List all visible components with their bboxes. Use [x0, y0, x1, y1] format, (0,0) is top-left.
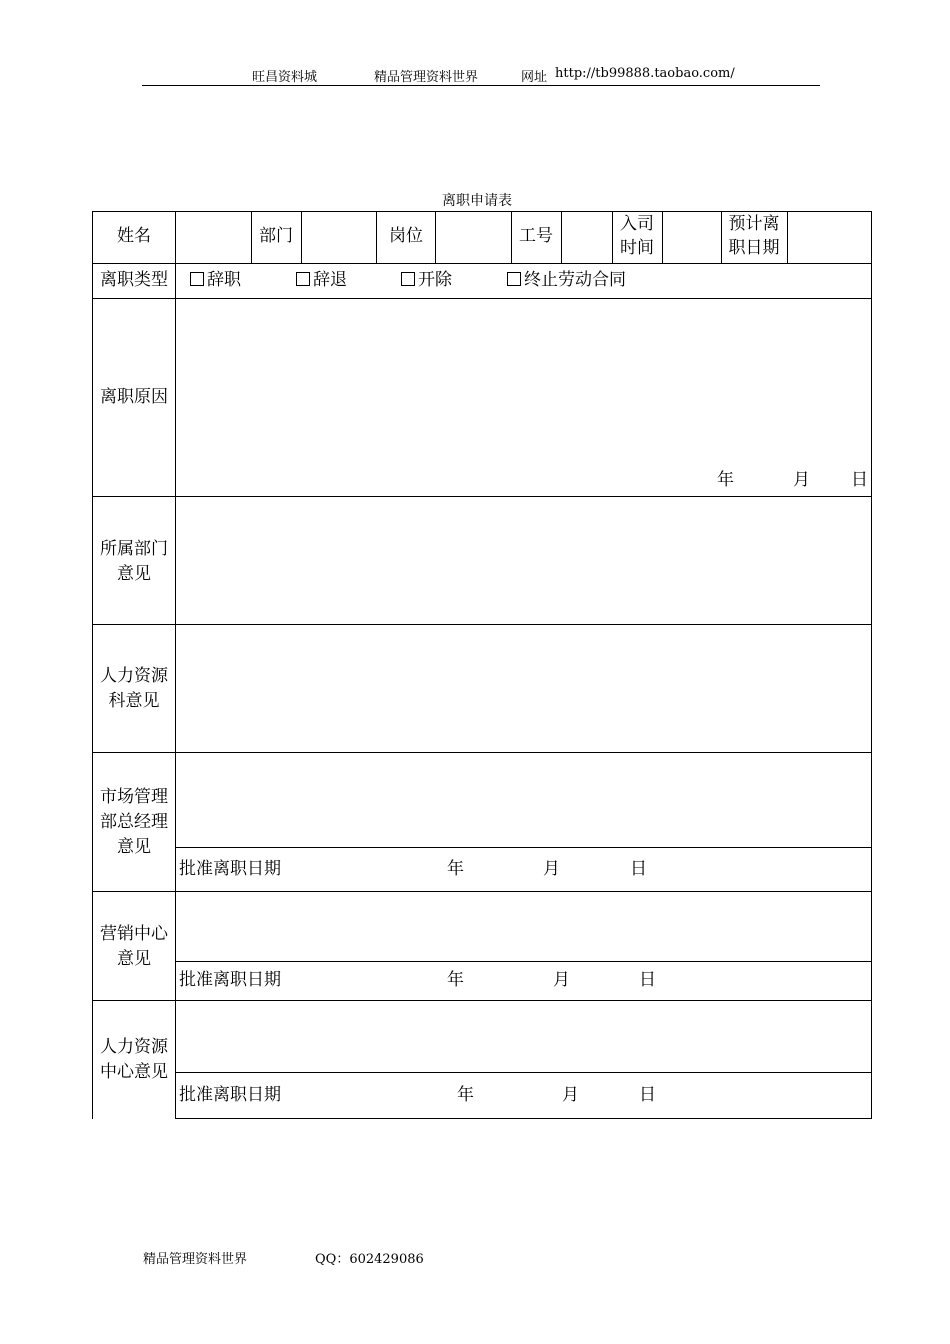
marketing-center-approve-date-label: 批准离职日期: [179, 970, 281, 990]
reason-field[interactable]: [177, 300, 870, 460]
option-dismiss[interactable]: [296, 268, 347, 293]
checkbox-expel[interactable]: [401, 272, 415, 286]
join-date-label-line2: 时间: [620, 238, 654, 258]
header-shop-name: 旺昌资料城: [252, 70, 318, 85]
market-gm-opinion-label-line1: 市场管理: [100, 787, 168, 807]
market-gm-opinion-label-line2: 部总经理: [100, 812, 168, 832]
option-dismiss-label: 辞退: [313, 270, 347, 290]
option-expel[interactable]: [401, 268, 452, 293]
expected-leave-date-label-line1: 预计离: [728, 214, 780, 234]
dept-opinion-field[interactable]: [177, 498, 870, 623]
reason-date-year: 年: [717, 470, 734, 490]
footer-qq: QQ：602429086: [315, 1252, 424, 1267]
market-gm-opinion-label-line3: 意见: [117, 837, 151, 857]
reason-label: 离职原因: [100, 387, 168, 407]
market-gm-approve-day: 日: [630, 859, 647, 879]
marketing-center-opinion-label-line1: 营销中心: [100, 924, 168, 944]
option-expel-label: 开除: [418, 270, 452, 290]
footer-slogan: 精品管理资料世界: [143, 1252, 248, 1267]
hr-center-approve-day: 日: [639, 1085, 656, 1105]
checkbox-resign[interactable]: [190, 272, 204, 286]
join-date-field[interactable]: [663, 212, 721, 263]
checkbox-terminate-contract[interactable]: [507, 272, 521, 286]
name-field[interactable]: [176, 212, 251, 263]
hr-center-opinion-label-line2: 中心意见: [100, 1062, 168, 1082]
employee-id-field[interactable]: [562, 212, 612, 263]
option-resign[interactable]: [190, 268, 241, 293]
checkbox-dismiss[interactable]: [296, 272, 310, 286]
expected-leave-date-field[interactable]: [788, 212, 871, 263]
hr-section-opinion-label-line1: 人力资源: [100, 666, 168, 686]
marketing-center-opinion-field[interactable]: [177, 893, 870, 960]
option-resign-label: 辞职: [207, 270, 241, 290]
market-gm-opinion-field[interactable]: [177, 754, 870, 846]
position-field[interactable]: [436, 212, 511, 263]
marketing-center-opinion-label-line2: 意见: [117, 949, 151, 969]
header-slogan: 精品管理资料世界: [374, 70, 479, 85]
market-gm-approve-date-label: 批准离职日期: [179, 859, 281, 879]
resignation-type-label: 离职类型: [100, 270, 168, 290]
hr-center-approve-month: 月: [562, 1085, 579, 1105]
reason-date-month: 月: [793, 470, 810, 490]
option-terminate-contract-label: 终止劳动合同: [524, 270, 626, 290]
name-label: 姓名: [117, 226, 151, 246]
hr-center-opinion-label-line1: 人力资源: [100, 1037, 168, 1057]
dept-opinion-label-line1: 所属部门: [100, 539, 168, 559]
hr-center-opinion-field[interactable]: [177, 1002, 870, 1071]
marketing-center-approve-year: 年: [447, 970, 464, 990]
reason-date-day: 日: [851, 470, 868, 490]
join-date-label-line1: 入司: [620, 214, 654, 234]
header-url-label: 网址: [521, 70, 548, 85]
position-label: 岗位: [389, 226, 423, 246]
option-terminate-contract[interactable]: [507, 268, 626, 293]
form-title: 离职申请表: [442, 193, 512, 209]
hr-center-approve-date-label: 批准离职日期: [179, 1085, 281, 1105]
dept-opinion-label-line2: 意见: [117, 564, 151, 584]
dept-field[interactable]: [302, 212, 376, 263]
hr-section-opinion-field[interactable]: [177, 626, 870, 751]
market-gm-approve-month: 月: [543, 859, 560, 879]
market-gm-approve-year: 年: [447, 859, 464, 879]
expected-leave-date-label-line2: 职日期: [728, 238, 780, 258]
header-divider: [142, 85, 820, 86]
hr-section-opinion-label-line2: 科意见: [108, 691, 160, 711]
dept-label: 部门: [259, 226, 293, 246]
marketing-center-approve-month: 月: [553, 970, 570, 990]
header-url[interactable]: http://tb99888.taobao.com/: [555, 66, 735, 81]
marketing-center-approve-day: 日: [639, 970, 656, 990]
employee-id-label: 工号: [519, 226, 553, 246]
hr-center-approve-year: 年: [457, 1085, 474, 1105]
